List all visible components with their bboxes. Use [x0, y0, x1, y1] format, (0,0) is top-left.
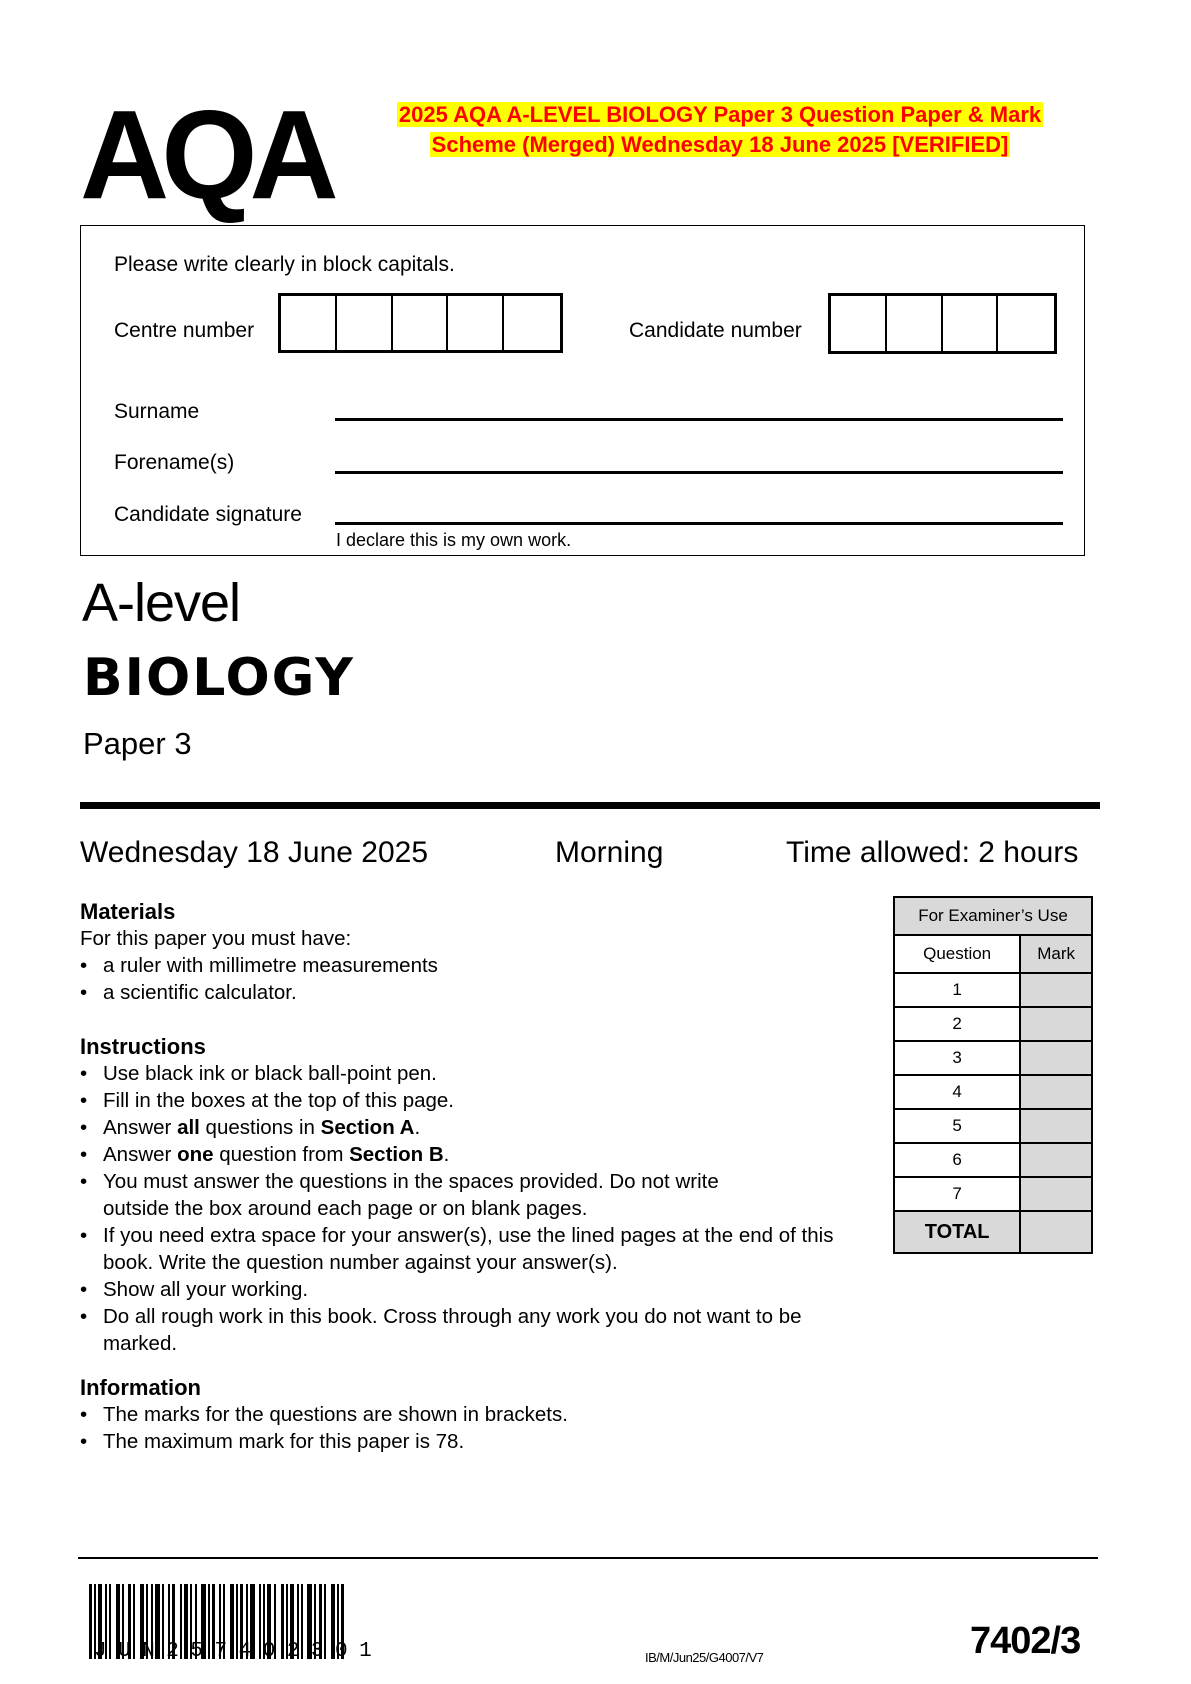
forenames-field[interactable]: [335, 471, 1063, 474]
centre-number-digit[interactable]: [504, 296, 560, 350]
qualification-level: A-level: [82, 573, 241, 633]
centre-number-digit[interactable]: [448, 296, 504, 350]
instructions-section: [80, 1034, 860, 1357]
table-row: 1: [894, 973, 1092, 1007]
centre-number-input[interactable]: [278, 293, 563, 353]
information-heading: Information: [80, 1375, 201, 1400]
materials-intro: For this paper you must have:: [80, 927, 352, 950]
list-item: • You must answer the questions in the spaces provided. Do not write outside the box around each page or on blank pages.: [80, 1168, 860, 1222]
candidate-number-label: Candidate number: [629, 319, 802, 342]
list-item: • The maximum mark for this paper is 78.: [80, 1428, 860, 1455]
candidate-number-digit[interactable]: [831, 296, 887, 351]
document-reference: IB/M/Jun25/G4007/V7: [645, 1650, 764, 1665]
total-mark-cell: [1020, 1211, 1092, 1253]
block-capitals-instruction: Please write clearly in block capitals.: [114, 253, 455, 276]
paper-number: Paper 3: [83, 726, 192, 761]
surname-label: Surname: [114, 400, 200, 423]
table-row: 4: [894, 1075, 1092, 1109]
divider-bar: [80, 802, 1100, 809]
list-item: • Answer all questions in Section A.: [80, 1114, 860, 1141]
materials-list: [80, 952, 860, 1006]
mark-cell: [1020, 973, 1092, 1007]
banner-line-1: 2025 AQA A-LEVEL BIOLOGY Paper 3 Question Paper & Mark: [398, 102, 1042, 127]
mark-cell: [1020, 1109, 1092, 1143]
paper-code: 7402/3: [970, 1620, 1081, 1662]
materials-heading: Materials: [80, 899, 176, 924]
instructions-list: [80, 1060, 860, 1357]
declaration-text: I declare this is my own work.: [336, 530, 572, 550]
list-item: • Do all rough work in this book. Cross through any work you do not want to be marked.: [80, 1303, 860, 1357]
mark-cell: [1020, 1143, 1092, 1177]
signature-label: Candidate signature: [114, 503, 302, 526]
mark-cell: [1020, 1075, 1092, 1109]
barcode-number: JUN257402301: [94, 1640, 384, 1663]
candidate-number-digit[interactable]: [943, 296, 999, 351]
question-column-header: Question: [894, 935, 1020, 973]
centre-number-label: Centre number: [114, 319, 255, 342]
mark-cell: [1020, 1007, 1092, 1041]
aqa-logo: AQA: [80, 84, 331, 225]
table-row: 6: [894, 1143, 1092, 1177]
information-section: [80, 1375, 860, 1455]
table-row: 5: [894, 1109, 1092, 1143]
exam-session: Morning: [555, 836, 664, 869]
list-item: • Fill in the boxes at the top of this page.: [80, 1087, 860, 1114]
total-row: [894, 1211, 1092, 1253]
information-list: [80, 1401, 860, 1455]
table-row: 2: [894, 1007, 1092, 1041]
candidate-number-digit[interactable]: [887, 296, 943, 351]
subject-title: BIOLOGY: [83, 648, 355, 708]
list-item: • The marks for the questions are shown in brackets.: [80, 1401, 860, 1428]
title-banner: [360, 100, 1080, 160]
mark-cell: [1020, 1177, 1092, 1211]
candidate-number-digit[interactable]: [998, 296, 1054, 351]
list-item: • Use black ink or black ball-point pen.: [80, 1060, 860, 1087]
total-label: TOTAL: [894, 1211, 1020, 1253]
list-item: • a scientific calculator.: [80, 979, 860, 1006]
candidate-number-input[interactable]: [828, 293, 1057, 354]
table-row: 3: [894, 1041, 1092, 1075]
list-item: • Show all your working.: [80, 1276, 860, 1303]
materials-section: [80, 899, 860, 1006]
footer-divider: [78, 1557, 1098, 1559]
exam-date: Wednesday 18 June 2025: [80, 836, 429, 869]
time-allowed: Time allowed: 2 hours: [786, 836, 1079, 869]
instructions-heading: Instructions: [80, 1034, 206, 1059]
surname-field[interactable]: [335, 418, 1063, 421]
centre-number-digit[interactable]: [337, 296, 393, 350]
centre-number-digit[interactable]: [393, 296, 449, 350]
list-item: • a ruler with millimetre measurements: [80, 952, 860, 979]
examiner-use-table: [893, 896, 1093, 1254]
forenames-label: Forename(s): [114, 451, 235, 474]
banner-line-2: Scheme (Merged) Wednesday 18 June 2025 [VERIFIED]: [431, 132, 1009, 157]
centre-number-digit[interactable]: [281, 296, 337, 350]
mark-column-header: Mark: [1020, 935, 1092, 973]
signature-field[interactable]: [335, 522, 1063, 525]
list-item: • If you need extra space for your answer(s), use the lined pages at the end of this book. Write the question number against your answer(s).: [80, 1222, 860, 1276]
table-row: 7: [894, 1177, 1092, 1211]
examiner-table-title: For Examiner’s Use: [894, 897, 1092, 935]
list-item: • Answer one question from Section B.: [80, 1141, 860, 1168]
mark-cell: [1020, 1041, 1092, 1075]
